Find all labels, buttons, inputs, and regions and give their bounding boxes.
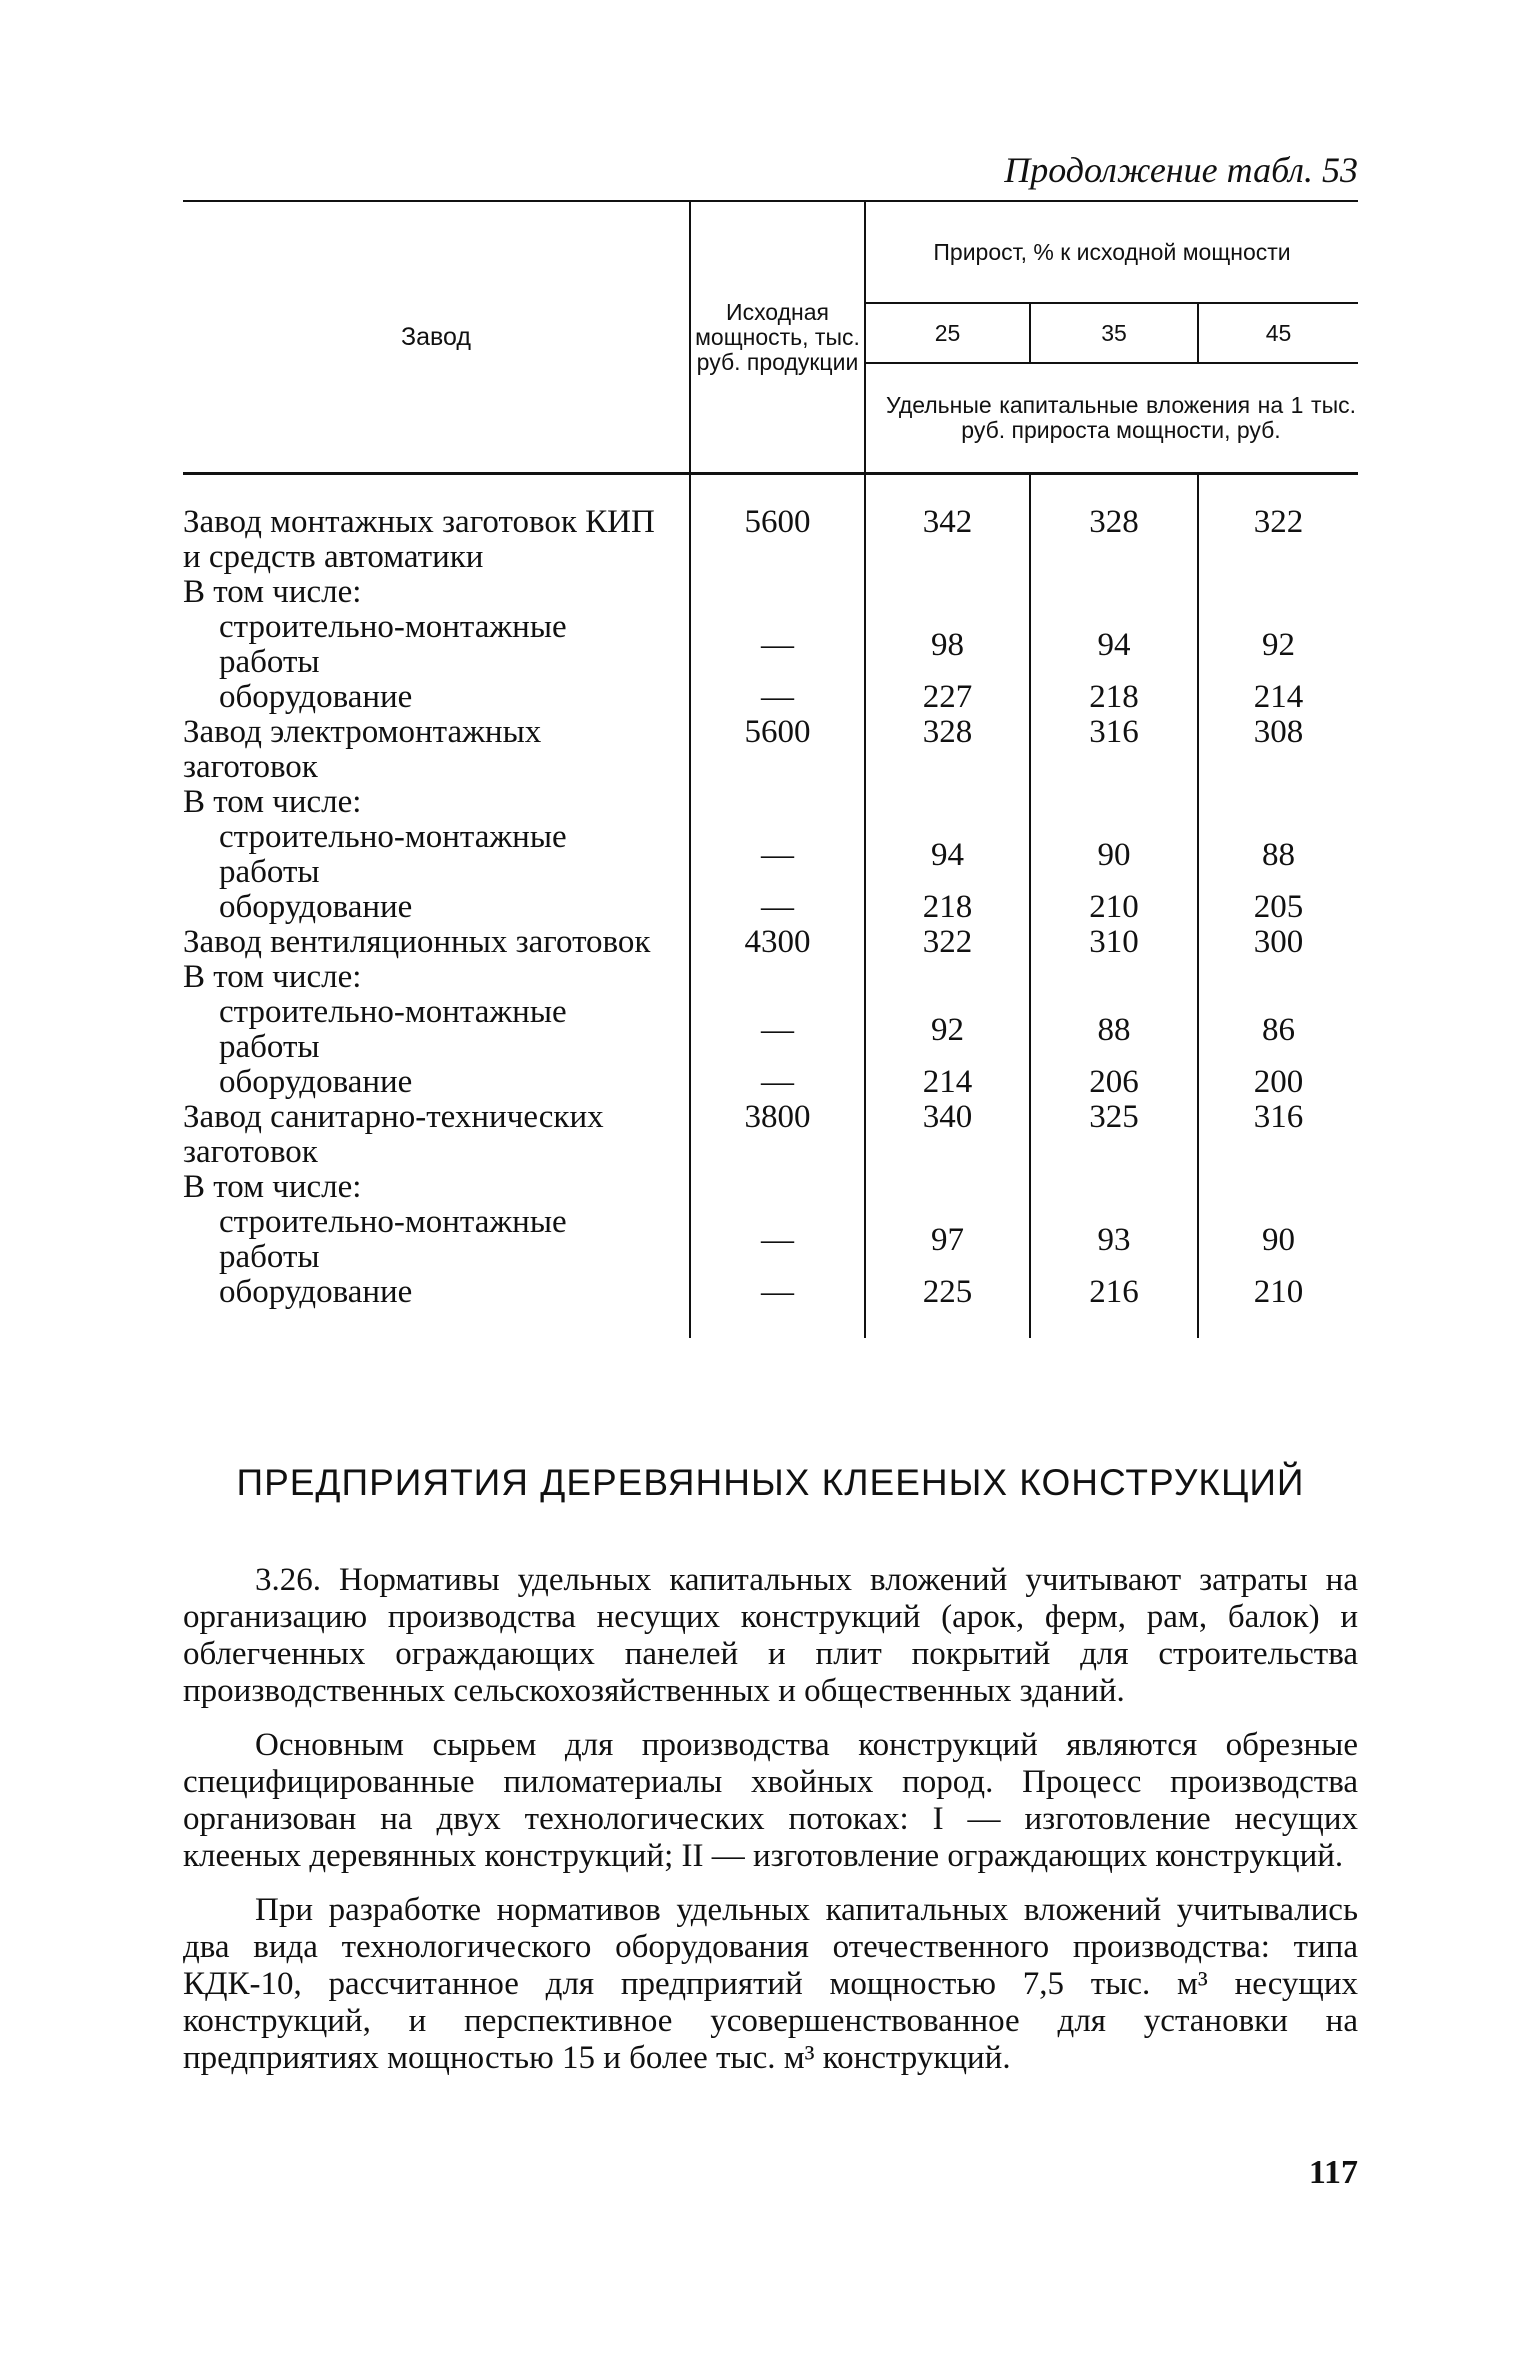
cell-growth-25-text: 328 [922, 714, 973, 750]
cell-growth-45-text: 88 [1262, 836, 1295, 873]
cell-zavod [183, 960, 690, 995]
cell-growth-25-text: 225 [922, 1274, 973, 1310]
cell-growth-35-text: 90 [1097, 836, 1131, 873]
cell-base-capacity-text: 4300 [744, 924, 811, 960]
cell-zavod [183, 1170, 690, 1205]
cell-zavod [183, 610, 690, 680]
section-title: ПРЕДПРИЯТИЯ ДЕРЕВЯННЫХ КЛЕЕНЫХ КОНСТРУКЦИЙ [236, 1462, 1305, 1503]
table-row [183, 925, 1358, 960]
cell-growth-35 [1030, 474, 1198, 576]
cell-base-capacity-text: — [761, 1011, 794, 1048]
cell-base-capacity-text: 3800 [744, 1099, 811, 1135]
cell-growth-35-text: 210 [1089, 889, 1139, 925]
cell-base-capacity [690, 960, 865, 995]
cell-zavod-text: строительно-монтажные работы [219, 994, 567, 1065]
cell-growth-35 [1030, 890, 1198, 925]
table-row [183, 610, 1358, 680]
cell-growth-45 [1198, 1100, 1358, 1170]
cell-growth-45-text: 300 [1253, 924, 1304, 960]
cell-growth-45 [1198, 1205, 1358, 1275]
cell-growth-25 [865, 960, 1030, 995]
cell-zavod-text: строительно-монтажные работы [219, 819, 567, 890]
cell-base-capacity [690, 474, 865, 576]
cell-zavod-text: строительно-монтажные работы [219, 609, 567, 680]
cell-growth-25 [865, 890, 1030, 925]
cell-growth-35 [1030, 680, 1198, 715]
cell-zavod [183, 925, 690, 960]
cell-base-capacity [690, 680, 865, 715]
cell-growth-45 [1198, 995, 1358, 1065]
cell-growth-25-text: 322 [922, 924, 973, 960]
cell-growth-35-text: 94 [1097, 626, 1131, 663]
cell-growth-35 [1030, 575, 1198, 610]
table-row [183, 960, 1358, 995]
cell-zavod [183, 575, 690, 610]
table-row [183, 785, 1358, 820]
cell-base-capacity-text: — [761, 679, 794, 715]
header-zavod: Завод [183, 201, 690, 474]
cell-growth-25 [865, 575, 1030, 610]
cell-growth-35-text: 328 [1089, 504, 1139, 540]
table-row [183, 1275, 1358, 1338]
cell-growth-25 [865, 1170, 1030, 1205]
cell-growth-35 [1030, 715, 1198, 785]
cell-zavod [183, 1205, 690, 1275]
header-base-capacity: Исходная мощность, тыс. руб. продукции [690, 201, 865, 474]
cell-growth-25-text: 342 [922, 504, 973, 540]
cell-growth-25 [865, 610, 1030, 680]
cell-growth-35-text: 316 [1089, 714, 1139, 750]
cell-base-capacity [690, 1170, 865, 1205]
cell-base-capacity [690, 1065, 865, 1100]
table-row [183, 1100, 1358, 1170]
cell-growth-45-text: 200 [1253, 1064, 1304, 1100]
cell-growth-35 [1030, 1205, 1198, 1275]
cell-zavod-text: оборудование [219, 889, 413, 925]
table-header [183, 201, 1358, 474]
cell-growth-45 [1198, 1170, 1358, 1205]
cell-growth-35-text: 93 [1097, 1221, 1131, 1258]
header-growth-45: 45 [1198, 303, 1358, 363]
cell-growth-25 [865, 1100, 1030, 1170]
cell-growth-35 [1030, 820, 1198, 890]
cell-growth-25 [865, 925, 1030, 960]
cell-growth-45 [1198, 820, 1358, 890]
cell-growth-45 [1198, 610, 1358, 680]
table-row [183, 1170, 1358, 1205]
cell-growth-45-text: 90 [1262, 1221, 1295, 1258]
cell-zavod [183, 1065, 690, 1100]
cell-zavod-text: В том числе: [183, 1169, 362, 1205]
table-row [183, 474, 1358, 576]
cell-growth-35 [1030, 1100, 1198, 1170]
cell-growth-35 [1030, 1275, 1198, 1338]
cell-base-capacity-text: — [761, 889, 794, 925]
cell-growth-25-text: 98 [931, 626, 964, 663]
cell-zavod-text: оборудование [219, 679, 413, 715]
cell-base-capacity-text: — [761, 836, 794, 873]
cell-growth-45-text: 210 [1253, 1274, 1304, 1310]
cell-growth-45 [1198, 1065, 1358, 1100]
cell-zavod-text: оборудование [219, 1274, 413, 1310]
table-row [183, 995, 1358, 1065]
cell-base-capacity [690, 995, 865, 1065]
cell-growth-35 [1030, 1170, 1198, 1205]
cell-base-capacity [690, 890, 865, 925]
table-row [183, 1065, 1358, 1100]
cell-base-capacity-text: 5600 [744, 504, 811, 540]
cell-growth-45-text: 322 [1253, 504, 1304, 540]
cell-growth-45-text: 92 [1262, 626, 1295, 663]
cell-base-capacity-text: — [761, 1064, 794, 1100]
cell-base-capacity [690, 575, 865, 610]
header-growth: Прирост, % к исходной мощности [865, 201, 1358, 303]
cell-base-capacity [690, 1275, 865, 1338]
cell-base-capacity-text: — [761, 1221, 794, 1258]
cell-growth-35 [1030, 610, 1198, 680]
cell-base-capacity [690, 610, 865, 680]
cell-base-capacity [690, 1205, 865, 1275]
paragraph: Основным сырьем для производства конструкций являются обрезные специфицированные пиломатериалы хвойных пород. Процесс производства организован на двух технологических потоках: I — изготовление несущих клееных деревянных конструкций; II — изготовление ограждающих конструкций. [183, 1727, 1358, 1874]
cell-zavod [183, 890, 690, 925]
cell-zavod [183, 715, 690, 785]
cell-growth-25-text: 94 [931, 836, 964, 873]
cell-growth-45 [1198, 575, 1358, 610]
cell-zavod-text: В том числе: [183, 959, 362, 995]
cell-growth-35-text: 310 [1089, 924, 1139, 960]
paragraph: При разработке нормативов удельных капитальных вложений учитывались два вида технологического оборудования отечественного производства: типа КДК-10, рассчитанное для предприятий мощностью 7,5 тыс. м³ несущих конструкций, и перспективное усовершенствованное для установки на предприятиях мощностью 15 и более тыс. м³ конструкций. [183, 1892, 1358, 2076]
cell-zavod [183, 1100, 690, 1170]
cell-growth-45 [1198, 715, 1358, 785]
cell-base-capacity [690, 820, 865, 890]
cell-growth-25-text: 214 [922, 1064, 973, 1100]
cell-growth-25-text: 218 [922, 889, 973, 925]
cell-zavod-text: В том числе: [183, 784, 362, 820]
cell-growth-25 [865, 785, 1030, 820]
cell-zavod-text: Завод монтажных заготовок КИП и средств автоматики [183, 504, 655, 575]
cell-growth-35-text: 325 [1089, 1099, 1139, 1135]
cell-base-capacity-text: — [761, 626, 794, 663]
cell-growth-25-text: 340 [922, 1099, 973, 1135]
cell-growth-35-text: 88 [1097, 1011, 1131, 1048]
header-specific-investment: Удельные капитальные вложения на 1 тыс. руб. прироста мощности, руб. [886, 392, 1356, 443]
table-row [183, 575, 1358, 610]
cell-growth-35 [1030, 785, 1198, 820]
cell-zavod [183, 785, 690, 820]
cell-zavod [183, 1275, 690, 1338]
cell-zavod [183, 680, 690, 715]
cell-zavod-text: Завод электромонтажных заготовок [183, 714, 542, 785]
cell-zavod [183, 474, 690, 576]
cell-growth-25 [865, 1275, 1030, 1338]
table-row [183, 715, 1358, 785]
cell-growth-25-text: 92 [931, 1011, 964, 1048]
header-growth-25: 25 [865, 303, 1030, 363]
cell-growth-45-text: 316 [1253, 1099, 1304, 1135]
cell-growth-25 [865, 680, 1030, 715]
table-row [183, 680, 1358, 715]
table-row [183, 1205, 1358, 1275]
cell-growth-25-text: 97 [931, 1221, 964, 1258]
cell-base-capacity-text: 5600 [744, 714, 811, 750]
cell-zavod-text: В том числе: [183, 574, 362, 610]
cell-base-capacity [690, 715, 865, 785]
cell-growth-45 [1198, 1275, 1358, 1338]
cell-base-capacity [690, 1100, 865, 1170]
body-text [183, 1562, 1358, 2094]
cell-growth-45 [1198, 960, 1358, 995]
cell-growth-45-text: 308 [1253, 714, 1304, 750]
cell-zavod [183, 820, 690, 890]
cell-growth-45-text: 205 [1253, 889, 1304, 925]
cell-zavod-text: Завод санитарно-технических заготовок [183, 1099, 604, 1170]
cell-base-capacity [690, 925, 865, 960]
cell-growth-45-text: 86 [1262, 1011, 1295, 1048]
cell-growth-45 [1198, 680, 1358, 715]
cell-growth-25 [865, 1205, 1030, 1275]
cell-growth-45 [1198, 925, 1358, 960]
table-body [183, 474, 1358, 1339]
cell-growth-25 [865, 474, 1030, 576]
capital-investment-table [183, 200, 1358, 1338]
cell-growth-25-text: 227 [922, 679, 973, 715]
cell-growth-45-text: 214 [1253, 679, 1304, 715]
cell-growth-35 [1030, 1065, 1198, 1100]
cell-base-capacity [690, 785, 865, 820]
cell-growth-35 [1030, 925, 1198, 960]
header-growth-35: 35 [1030, 303, 1198, 363]
cell-growth-25 [865, 995, 1030, 1065]
cell-growth-25 [865, 1065, 1030, 1100]
cell-growth-35 [1030, 995, 1198, 1065]
paragraph: 3.26. Нормативы удельных капитальных вложений учитывают затраты на организацию производства несущих конструкций (арок, ферм, рам, балок) и облегченных ограждающих панелей и плит покрытий для строительства производственных сельскохозяйственных и общественных зданий. [183, 1562, 1358, 1709]
page-number: 117 [1308, 2154, 1358, 2191]
cell-zavod-text: оборудование [219, 1064, 413, 1100]
cell-growth-25 [865, 820, 1030, 890]
table-row [183, 890, 1358, 925]
table-row [183, 820, 1358, 890]
cell-growth-35 [1030, 960, 1198, 995]
cell-growth-45 [1198, 890, 1358, 925]
cell-growth-45 [1198, 785, 1358, 820]
cell-growth-35-text: 206 [1089, 1064, 1139, 1100]
cell-growth-25 [865, 715, 1030, 785]
cell-zavod-text: Завод вентиляционных заготовок [183, 924, 651, 960]
cell-zavod [183, 995, 690, 1065]
cell-growth-45 [1198, 474, 1358, 576]
cell-zavod-text: строительно-монтажные работы [219, 1204, 567, 1275]
cell-growth-35-text: 218 [1089, 679, 1139, 715]
table-caption: Продолжение табл. 53 [1004, 150, 1358, 190]
cell-growth-35-text: 216 [1089, 1274, 1139, 1310]
cell-base-capacity-text: — [761, 1274, 794, 1310]
